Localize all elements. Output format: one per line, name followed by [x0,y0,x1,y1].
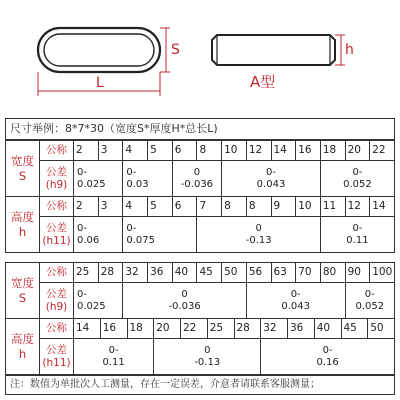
dimension-l-label: L [96,75,104,91]
table-row [6,197,395,217]
tolerance-cell: 0- 0.11 [74,339,154,375]
tolerance-h11-label: 公差 (h11) [40,339,74,375]
table-cell: 50 [368,319,395,339]
tolerance-h11-label: 公差 (h11) [40,217,74,253]
size-table-large-height [5,318,395,375]
table-row [6,339,395,375]
table-cell: 18 [127,319,154,339]
width-s-header: 宽度 S [6,141,40,197]
table-cell: 22 [181,319,208,339]
table-cell: 28 [234,319,261,339]
table-cell: 16 [100,319,127,339]
table-cell: 14 [74,319,101,339]
table-row [6,217,395,253]
table-cell: 8 [246,197,271,217]
table-cell: 14 [271,141,296,161]
nominal-label: 公称 [40,319,74,339]
table-cell: 14 [370,197,395,217]
table-cell: 5 [148,141,173,161]
table-row [6,161,395,197]
table-cell: 25 [74,263,99,283]
table-row [6,141,395,161]
table-cell: 20 [345,141,370,161]
table-cell: 6 [172,141,197,161]
table-cell: 70 [296,263,321,283]
table-cell: 9 [271,197,296,217]
tolerance-cell: 0- 0.03 [123,161,172,197]
spec-example: 尺寸举例：8*7*30（宽度S*厚度H*总长L) [5,118,395,140]
size-table-large [5,262,395,319]
table-cell: 4 [123,141,148,161]
measurement-note: 注：数值为单批次人工测量，存在一定误差，介意者请联系客服测量； [5,375,395,395]
key-illustration [0,0,400,110]
table-cell: 40 [314,319,341,339]
tolerance-cell: 0- 0.06 [74,217,123,253]
table-cell: 32 [123,263,148,283]
table-cell: 100 [370,263,395,283]
table-row [6,283,395,319]
tolerance-cell: 0 -0.036 [172,161,221,197]
tolerance-cell: 0- 0.043 [222,161,321,197]
height-h-header: 高度 h [6,319,40,375]
tolerance-cell: 0- 0.075 [123,217,197,253]
table-cell: 36 [288,319,315,339]
tolerance-cell: 0- 0.025 [74,283,123,319]
type-a-label: A型 [250,73,276,91]
tolerance-cell: 0 -0.13 [154,339,261,375]
nominal-label: 公称 [40,197,74,217]
dimension-h-label: h [345,42,354,58]
tolerance-h9-label: 公差 (h9) [40,161,74,197]
table-cell: 8 [197,141,222,161]
table-cell: 32 [261,319,288,339]
key-top-view-inner [44,34,154,66]
table-cell: 90 [345,263,370,283]
table-cell: 3 [98,197,123,217]
table-cell: 45 [341,319,368,339]
table-cell: 50 [222,263,247,283]
table-cell: 25 [207,319,234,339]
table-row [6,319,395,339]
table-cell: 80 [320,263,345,283]
table-cell: 28 [98,263,123,283]
table-cell: 40 [172,263,197,283]
table-cell: 6 [172,197,197,217]
tolerance-cell: 0- 0.025 [74,161,123,197]
table-cell: 7 [197,197,222,217]
table-cell: 2 [74,197,99,217]
table-row [6,263,395,283]
table-cell: 20 [154,319,181,339]
table-cell: 16 [296,141,321,161]
nominal-label: 公称 [40,141,74,161]
key-drawings [0,0,400,110]
table-cell: 2 [74,141,99,161]
tolerance-cell: 0 -0.036 [123,283,246,319]
tolerance-h9-label: 公差 (h9) [40,283,74,319]
table-cell: 10 [296,197,321,217]
table-cell: 22 [370,141,395,161]
key-side-view [212,35,335,65]
table-cell: 12 [345,197,370,217]
table-cell: 12 [246,141,271,161]
tolerance-cell: 0- 0.052 [320,161,394,197]
tolerance-cell: 0- 0.16 [261,339,395,375]
table-cell: 63 [271,263,296,283]
tolerance-cell: 0 -0.13 [197,217,320,253]
table-cell: 3 [98,141,123,161]
nominal-label: 公称 [40,263,74,283]
tolerance-cell: 0- 0.11 [320,217,394,253]
table-cell: 18 [320,141,345,161]
table-cell: 36 [148,263,173,283]
table-cell: 8 [222,197,247,217]
table-cell: 56 [246,263,271,283]
tolerance-cell: 0- 0.043 [246,283,345,319]
table-cell: 10 [222,141,247,161]
table-cell: 5 [148,197,173,217]
height-h-header: 高度 h [6,197,40,253]
dimension-s-label: S [171,42,180,58]
table-cell: 11 [320,197,345,217]
table-cell: 45 [197,263,222,283]
width-s-header: 宽度 S [6,263,40,319]
table-cell: 4 [123,197,148,217]
size-table-small [5,140,395,253]
tolerance-cell: 0- 0.052 [345,283,394,319]
